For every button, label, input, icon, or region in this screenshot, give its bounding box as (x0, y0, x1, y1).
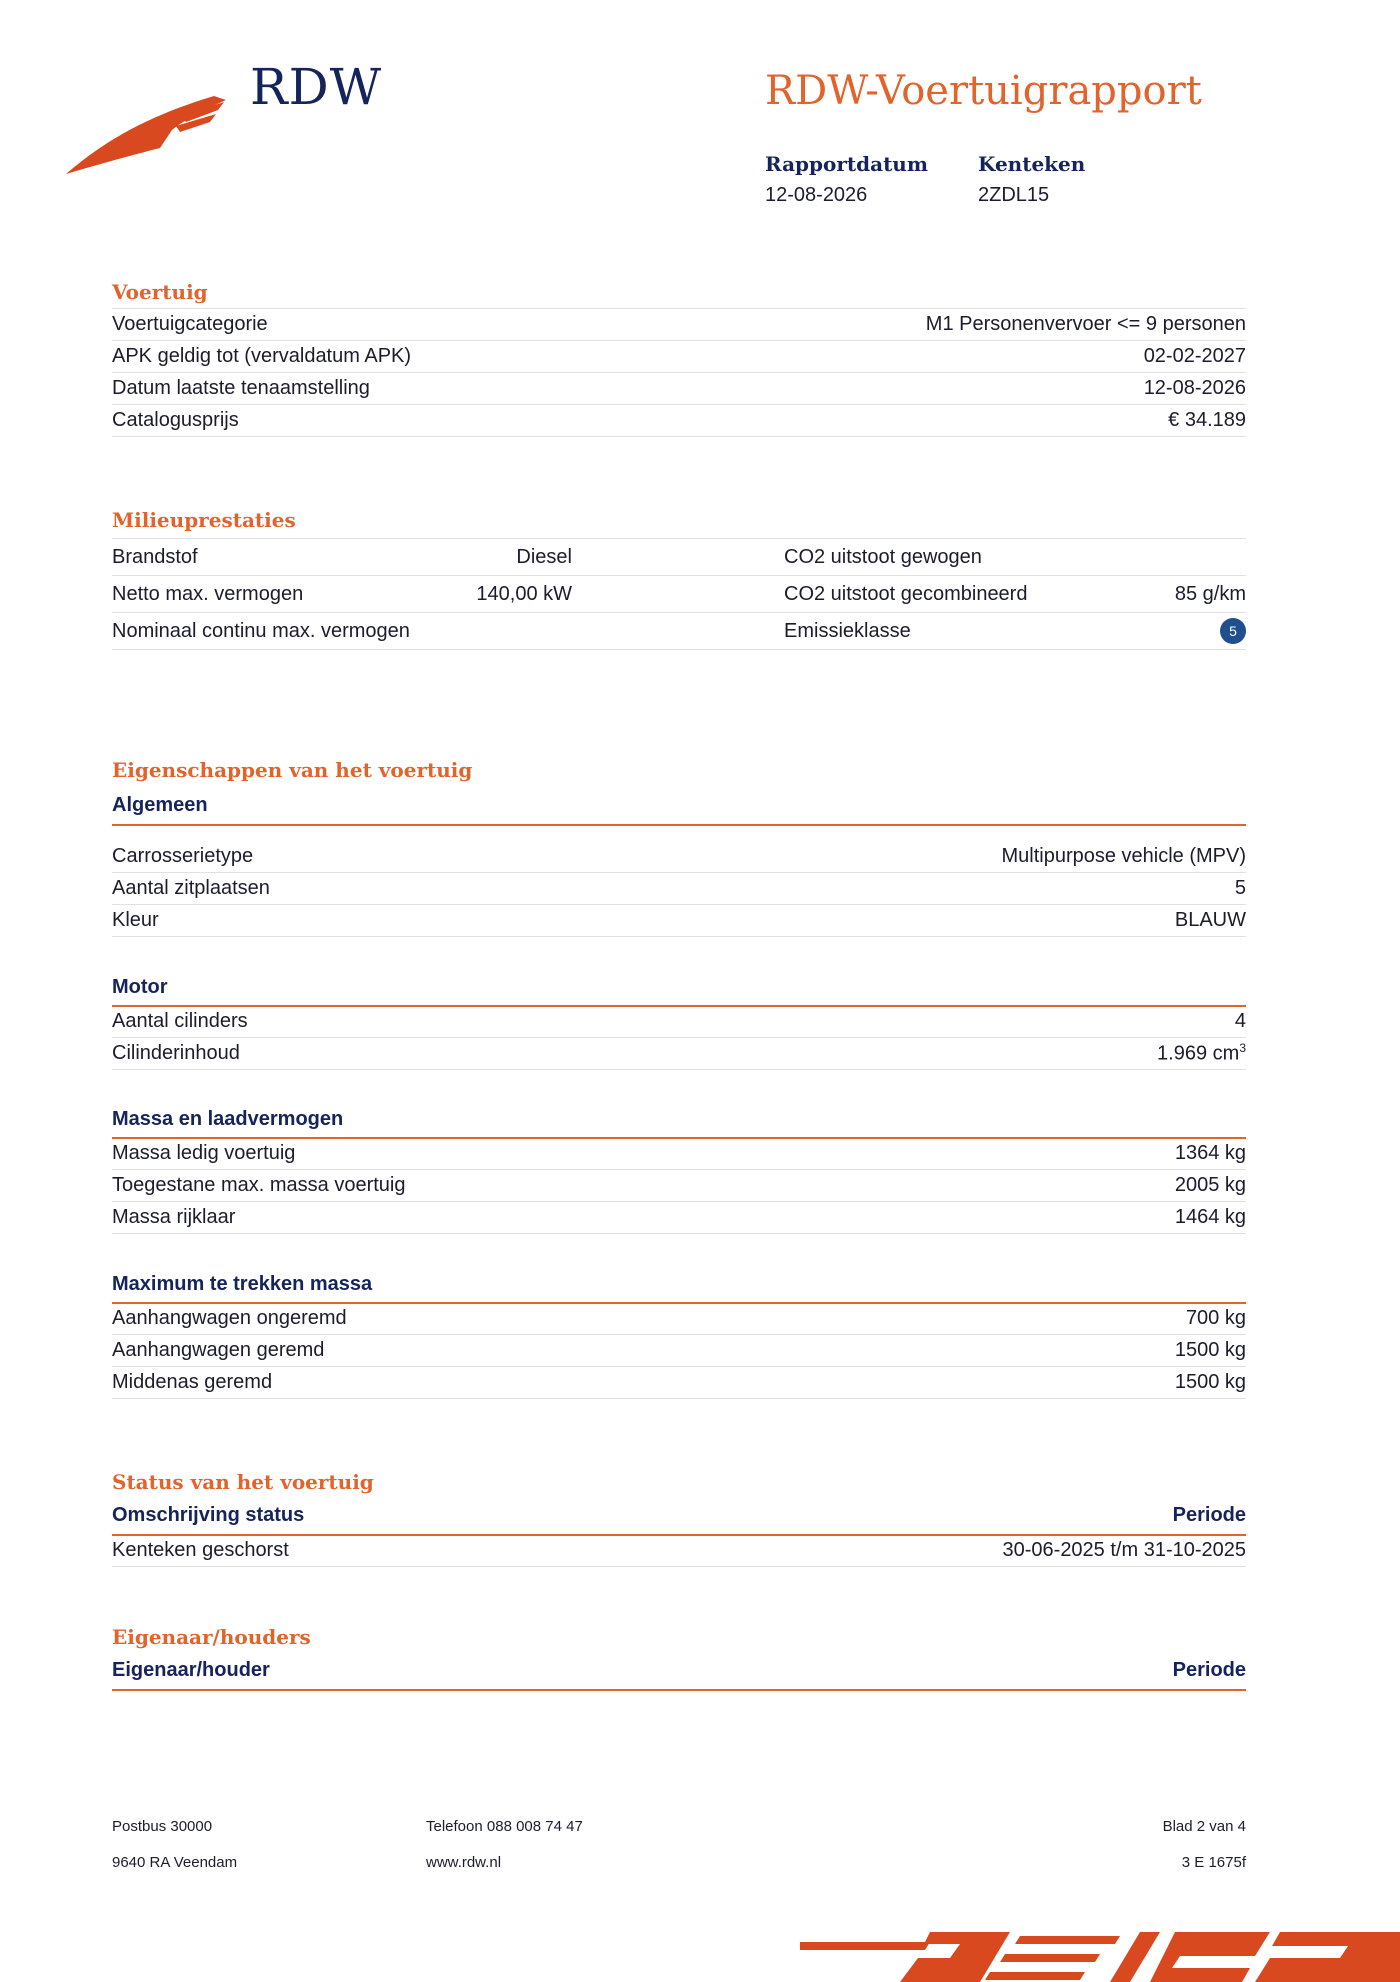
table-row: Voertuigcategorie M1 Personenvervoer <= 9 personen (112, 309, 1246, 341)
report-date-label: Rapportdatum (765, 152, 929, 176)
document-title: RDW-Voertuigrapport (765, 68, 1202, 114)
footer-address-line1: Postbus 30000 (112, 1818, 213, 1835)
section-title-owners: Eigenaar/houders (112, 1625, 311, 1649)
table-row: Nominaal continu max. vermogen Emissieklasse 5 (112, 613, 1246, 650)
subsection-title-mass: Massa en laadvermogen (112, 1108, 344, 1130)
subsection-title-general: Algemeen (112, 794, 208, 816)
table-row: Aanhangwagen ongeremd 700 kg (112, 1303, 1246, 1335)
footer-website-link[interactable]: www.rdw.nl (426, 1854, 502, 1871)
report-date-value: 12-08-2026 (765, 184, 868, 206)
table-row: Datum laatste tenaamstelling 12-08-2026 (112, 373, 1246, 405)
plate-value: 2ZDL15 (978, 184, 1050, 206)
decorative-stripes-icon (800, 1922, 1400, 1982)
table-row: Aantal cilinders 4 (112, 1006, 1246, 1038)
table-row: Kleur BLAUW (112, 905, 1246, 937)
subsection-title-towing: Maximum te trekken massa (112, 1273, 373, 1295)
status-header: Omschrijving status Periode (112, 1504, 1246, 1526)
table-row: Toegestane max. massa voertuig 2005 kg (112, 1170, 1246, 1202)
section-title-properties: Eigenschappen van het voertuig (112, 758, 473, 782)
table-row: Massa rijklaar 1464 kg (112, 1202, 1246, 1234)
environment-table (112, 538, 1246, 650)
table-row: Massa ledig voertuig 1364 kg (112, 1138, 1246, 1170)
general-table (112, 841, 1246, 937)
table-row: Carrosserietype Multipurpose vehicle (MPV) (112, 841, 1246, 873)
table-row: Catalogusprijs € 34.189 (112, 405, 1246, 437)
section-title-environment: Milieuprestaties (112, 508, 296, 532)
footer-address-line2: 9640 RA Veendam (112, 1854, 238, 1871)
section-title-status: Status van het voertuig (112, 1470, 374, 1494)
divider (112, 824, 1246, 826)
section-title-vehicle: Voertuig (112, 280, 208, 304)
footer-phone: Telefoon 088 008 74 47 (426, 1818, 583, 1835)
owners-header: Eigenaar/houder Periode (112, 1659, 1246, 1681)
rdw-logo-icon (64, 90, 234, 176)
table-row: Cilinderinhoud 1.969 $cm^3$ (112, 1038, 1246, 1070)
table-row: APK geldig tot (vervaldatum APK) 02-02-2027 (112, 341, 1246, 373)
towing-table (112, 1303, 1246, 1399)
status-table (112, 1535, 1246, 1567)
footer-page-number: Blad 2 van 4 (1162, 1818, 1246, 1835)
table-row: Aantal zitplaatsen 5 (112, 873, 1246, 905)
plate-label: Kenteken (978, 152, 1086, 176)
emission-class-badge: 5 (1220, 618, 1246, 644)
table-row: Brandstof Diesel CO2 uitstoot gewogen (112, 539, 1246, 576)
footer-document-code: 3 E 1675f (1181, 1854, 1246, 1871)
table-row: Kenteken geschorst 30-06-2025 t/m 31-10-2025 (112, 1535, 1246, 1567)
subsection-title-engine: Motor (112, 976, 168, 998)
vehicle-table (112, 308, 1246, 437)
engine-table (112, 1006, 1246, 1070)
table-row: Middenas geremd 1500 kg (112, 1367, 1246, 1399)
divider (112, 1689, 1246, 1691)
logo-text: RDW (250, 58, 383, 116)
table-row: Aanhangwagen geremd 1500 kg (112, 1335, 1246, 1367)
mass-table (112, 1138, 1246, 1234)
table-row: Netto max. vermogen 140,00 kW CO2 uitstoot gecombineerd 85 g/km (112, 576, 1246, 613)
